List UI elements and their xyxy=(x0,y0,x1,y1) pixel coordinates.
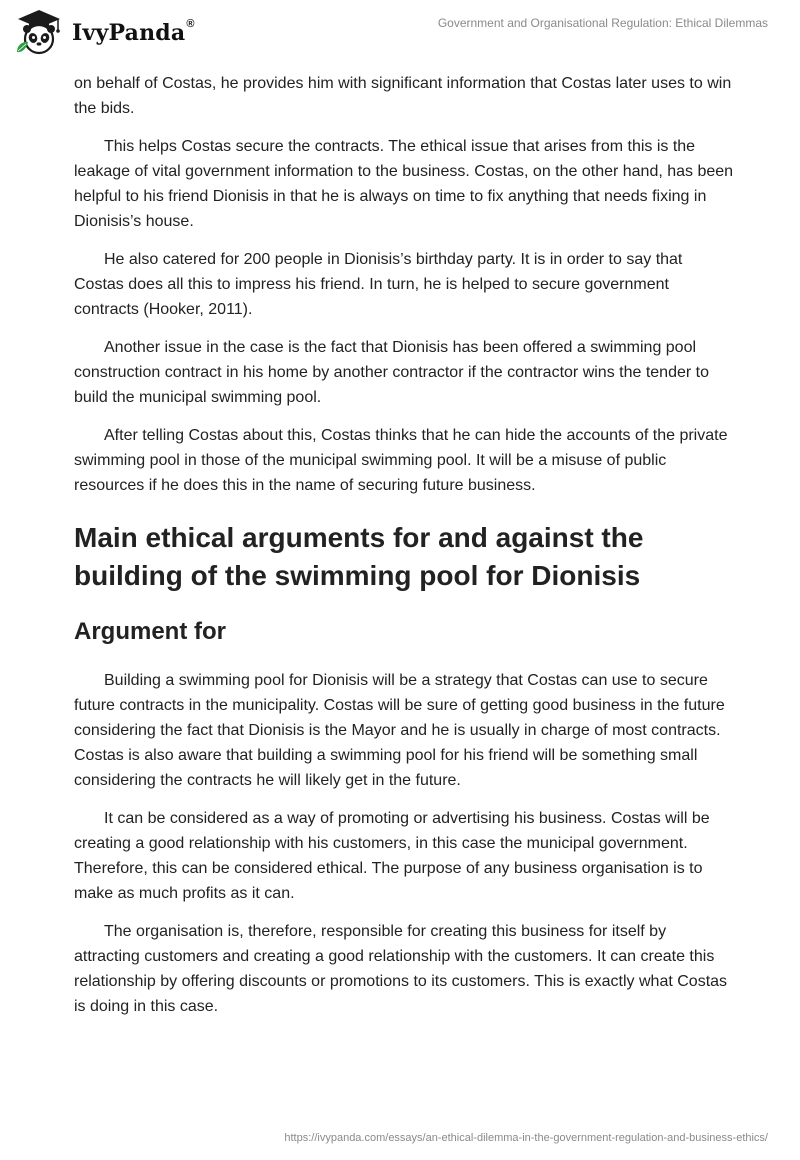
essay-body xyxy=(74,71,734,1032)
paragraph: It can be considered as a way of promoting or advertising his business. Costas will be creating a good relationship with his customers, in this case the municipal government. Therefore, this can be considered ethical. The purpose of any business organisation is to make as much profits as it can. xyxy=(74,810,710,902)
paragraph: The organisation is, therefore, responsible for creating this business for itself by attracting customers and creating a good relationship with the customers. It can create this relationship by offering discounts or promotions to its customers. This is exactly what Costas is doing in this case. xyxy=(74,923,728,1015)
source-url[interactable]: https://ivypanda.com/essays/an-ethical-dilemma-in-the-government-regulation-and-business-ethics/ xyxy=(284,1132,768,1144)
paragraph: on behalf of Costas, he provides him with significant information that Costas later uses to win the bids. xyxy=(74,75,732,117)
paragraph: This helps Costas secure the contracts. The ethical issue that arises from this is the leakage of vital government information to the business. Costas, on the other hand, has been helpful to his friend Dionisis in that he is always on time to fix anything that needs fixing in Dionisis’s house. xyxy=(74,138,734,230)
page-header xyxy=(0,0,800,70)
ivypanda-logo[interactable] xyxy=(14,8,195,58)
paragraph: Another issue in the case is the fact that Dionisis has been offered a swimming pool construction contract in his home by another contractor if the contractor wins the tender to build the municipal swimming pool. xyxy=(74,339,709,406)
paragraph: After telling Costas about this, Costas thinks that he can hide the accounts of the private swimming pool in those of the municipal swimming pool. It will be a misuse of public resources if he does this in the name of securing future business. xyxy=(74,427,728,494)
paragraph: He also catered for 200 people in Dionisis’s birthday party. It is in order to say that Costas does all this to impress his friend. In turn, he is helped to secure government contracts (Hooker, 2011). xyxy=(74,251,683,318)
subsection-heading: Argument for xyxy=(74,618,226,645)
registered-mark: ® xyxy=(186,18,195,30)
logo-wordmark: IvyPanda® xyxy=(72,18,195,46)
section-heading: Main ethical arguments for and against the building of the swimming pool for Dionisis xyxy=(74,522,644,591)
panda-graduate-logo-icon xyxy=(14,8,64,58)
paragraph: Building a swimming pool for Dionisis will be a strategy that Costas can use to secure future contracts in the municipality. Costas will be sure of getting good business in the future considering the fact that Dionisis is the Mayor and he is usually in charge of most contracts. Costas is also aware that building a swimming pool for his friend will be something small considering the contracts he will likely get in the future. xyxy=(74,672,725,789)
document-title: Government and Organisational Regulation: Ethical Dilemmas xyxy=(437,16,768,30)
